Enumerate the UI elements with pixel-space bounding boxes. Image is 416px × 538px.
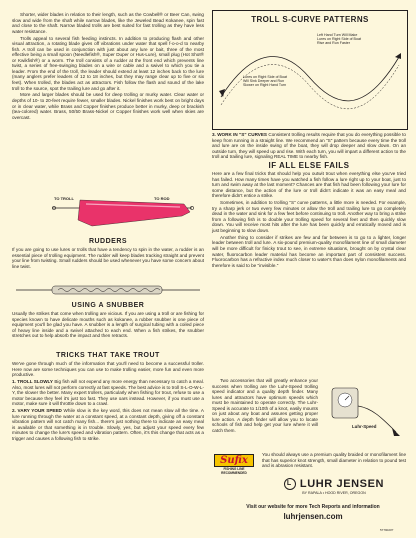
troll-illustration	[12, 190, 204, 236]
diagram-title: TROLL S-CURVE PATTERNS	[251, 15, 369, 24]
document-code: 5779020?	[380, 528, 394, 532]
s-curves-paragraph: 3. WORK IN "S" CURVES Consistent trolling results require that you do everything possible to keep from running in a straight line. We recommend an "S" pattern because every time the troll and lure are on the inside swing of the boat, they will drop deeper and slow down. On an outside turn, they will speed up and rise. With each turn, you will impart a different action to the troll and trailing lure, signaling REAL TIME to nearby fish.	[212, 132, 406, 160]
luhr-speed-label: Luhr-Speed	[352, 424, 377, 429]
website-link[interactable]: luhrjensen.com	[283, 512, 343, 521]
snubber-illustration	[12, 280, 204, 300]
diagram-label-right: Left Hand Turn Will Make Lures on Right Side of Boat Rise and Run Faster	[317, 33, 361, 46]
snubber-section	[12, 302, 204, 340]
diagram-label-left: Lures on Right Side of Boat Will Sink Deeper and Run Slower on Right Hand Turn	[243, 75, 287, 88]
luhr-speed-drawing	[322, 384, 406, 440]
luhr-speed-illustration	[322, 384, 406, 440]
visit-line: Visit our website for more Tech Reports and information	[246, 504, 380, 510]
tricks-section	[12, 352, 204, 443]
rudder-drawing	[12, 190, 204, 236]
intro-paragraph-1: Shorter, wider blades in relation to their length, such as the Cowbell® or Beer Can, swing slow and wide from the shaft while narrow blades, like the Jeweled Bead Kokanee, spin fast and close to the shaft. Narrow bladed trolls are best suited for fast trolling as they have less water resistance.	[12, 12, 204, 34]
tricks-item-1: 1. TROLL SLOWLY Big fish will not expend any more energy than necessary to catch a meal. Also, most lures will not perform correctly at fast speeds. The best advice is to troll S-L-O-W-L-Y, the slower the better. Many expert trollers, particularly when fishing for trout, refuse to use a motor because they feel it's just too fast. They use oars instead. However, if you must use a motor, make sure it will throttle down to a crawl.	[12, 379, 204, 407]
luhr-jensen-logo-icon: L	[284, 478, 296, 490]
sufix-body: You should always use a premium quality braided or monofilament line that has superior knot strength, small diameter in relation to pound test and is abrasion resistant.	[262, 452, 406, 469]
rudders-heading: RUDDERS	[88, 238, 128, 245]
left-column	[12, 12, 204, 122]
tricks-intro: We've gone through much of the information that you'll need to become a successful troller. Here now are some techniques you can use to make trolling easier, more fun and even more productive.	[12, 361, 204, 378]
luhr-speed-paragraph-block	[212, 378, 318, 435]
sufix-logo	[214, 454, 254, 475]
brand-address: BY RAPALA • HOOD RIVER, OREGON	[302, 491, 366, 495]
tricks-item-2: 2. VARY YOUR SPEED While slow is the key word, this does not mean slow all the time. A lure running through the water at a constant speed, at a constant depth, giving off a constant vibration pattern will not catch many fish... there's just nothing there to indicate an easy meal is available or that something is in trouble. Slowly, yes, but adjust your speed every few minutes to change the lure's speed and vibration pattern. Often, it's this change that acts as a trigger and causes a following fish to strike.	[12, 408, 204, 441]
rudders-body: If you are going to use lures or trolls that have a tendency to spin in the water, a rudder is an essential piece of trolling equipment. The rudder will keep blades tracking straight and prevent your line from twisting. Small rudders should be used whenever you have some concern about line twist.	[12, 247, 204, 269]
if-all-else-p4: Two accessories that will greatly enhance your success when trolling are the Luhr-Speed trolling speed indicator and a quality depth finder. Many lures and attractors have optimum speeds which must be maintained to operate correctly. The Luhr-Speed is accurate to 1/10th of a knot, easily mounts on just about any boat and assures getting proper lure action. A depth finder will allow you to locate schools of fish and help get your lure where it will catch them.	[212, 378, 318, 433]
s-curve-diagram	[212, 10, 408, 130]
if-all-else-heading: IF ALL ELSE FAILS	[268, 161, 350, 171]
tricks-heading: TRICKS THAT TAKE TROUT	[56, 352, 160, 359]
to-rod-label: TO ROD	[154, 196, 170, 201]
snubber-body: Usually the strikes that come when trolling are vicious. If you are using a troll or are fishing for species known to have delicate mouths such as kokanee, a rubber snubber is one piece of equipment you'll be glad you have. A snubber is a length of surgical tubing with a coiled piece of heavy line inside and a swivel attached to each end. When a fish strikes, the snubber stretches out to help absorb the impact and then retracts.	[12, 311, 204, 339]
to-troll-label: TO TROLL	[54, 196, 74, 201]
intro-paragraph-3: More and larger blades should be used for deep trolling or murky water. Clear water or depths of 10- to 20-feet require fewer, smaller blades. Nickel finishes work best on bright days or in clear water, while Brass and Copper finishes produce better in murky, deep or brackish (tea-colored) water. Brass, 50/50 Brass-Nickel or Copper finishes work well when skies are overcast.	[12, 92, 204, 120]
if-all-else-p3: Another thing to consider if strikes are few and far between is to go to a lighter, longer leader between troll and lure. A six-pound premium-quality monofilament line of small diameter will be more difficult for finicky trout to see, in extreme situations, brought on by crystal clear water, fluorocarbon leader material has become an important part of consistent success. Fluorocarbon has a refractive index much closer to water's than does nylon monofilaments and therefore is said to be "invisible."	[212, 234, 406, 268]
right-column	[212, 132, 406, 270]
brand-name: LUHR JENSEN	[299, 478, 385, 490]
snubber-heading: USING A SNUBBER	[71, 302, 145, 309]
brand-block	[262, 478, 406, 495]
intro-paragraph-2: Trolls appeal to several fish feeding instincts. In addition to producing flash and other visual attraction, a rotating blade gives off vibrations under water that spell f-o-o-d to nearby fish. A troll can be used in conjunction with just about any lure or bait, three of the most effective being a small spoon (Needlefish®, Super Duper or Hus-Lure), small plug (Hot Shot® or Kwikfish®) or a worm. The troll consists of a rudder at the front end which prevents line twist, a series of free-swinging blades on a wire or cable and a swivel to which you tie a leader. From the end of the troll, the leader should extend at least 12 inches back to the lure (many anglers prefer leaders of 12 to 18 inches, but they may range clear up to five or six feet). When trolled, the blades act as attractors. Fish follow the flash and sound of the lake troll to the source, spot the trailing lure and go after it.	[12, 35, 204, 91]
if-all-else-p2: Sometimes, in addition to trolling "S" curve patterns, a little more is needed. For example, try a sharp jerk or two every few minutes or allow the troll and trailing lure to go completely dead in the water and sink for a few feet before continuing to troll. Another way to bring a strike from a following fish is to double your trolling speed for several feet and then quickly slow down. You will receive most hits after the lure has been quickly and erratically moved and is just beginning to slow down.	[212, 200, 406, 233]
sufix-caption: FISHING LINE RECOMMENDED	[221, 467, 247, 475]
rudders-section	[12, 238, 204, 271]
sufix-wordmark: Sufix	[214, 454, 254, 467]
if-all-else-p1: Here are a few final tricks that should help you outwit trout when everything else you've tried has failed. How many times have you watched a fish follow a lure right up to your boat, just to turn and swim away at the last moment? Chances are that fish had been following your lure for some distance, but the action of the lure or troll didn't indicate it was an easy meal and therefore didn't entice a strike.	[212, 171, 406, 199]
